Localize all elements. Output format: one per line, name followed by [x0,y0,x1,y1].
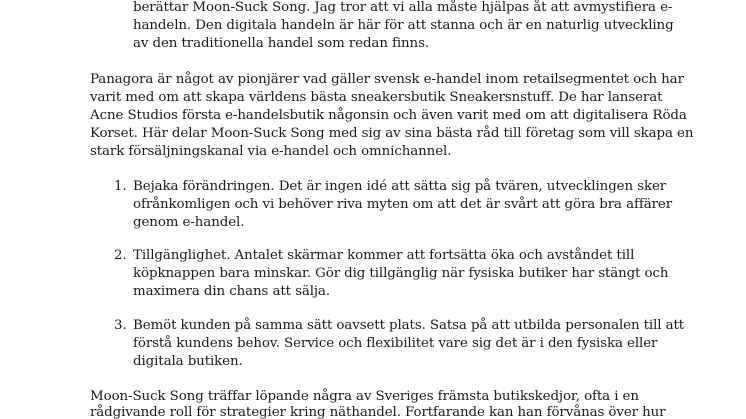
intro-line: varit med om att skapa världens bästa sneakersbutik Sneakersnstuff. De har lanserat [90,90,663,105]
list-number: 2. [114,248,127,263]
intro-line: Panagora är något av pionjärer vad gäller svensk e-handel inom retailsegmentet och har [90,72,684,87]
list-item-line: maximera din chans att sälja. [133,284,331,299]
list-item-line: Bejaka förändringen. Det är ingen idé att sätta sig på tvären, utvecklingen sker [133,179,667,194]
list-item-line: Bemöt kunden på samma sätt oavsett plats. Satsa på att utbilda personalen till att [133,318,685,333]
list-item-line: förstå kundens behov. Service och flexibilitet vare sig det är i den fysiska eller [133,336,658,351]
list-item-line: ofrånkomligen och vi behöver riva myten om att det är svårt att göra bra affärer [133,197,673,212]
closing-line: Moon-Suck Song träffar löpande några av Sveriges främsta butikskedjor, ofta i en [90,389,639,404]
quote-line: handeln. Den digitala handeln är här för att stanna och är en naturlig utveckling [133,18,674,33]
intro-line: Korset. Här delar Moon-Suck Song med sig av sina bästa råd till företag som vill skapa en [90,126,694,141]
closing-line: rådgivande roll för strategier kring näthandel. Fortfarande kan han förvånas över hur [90,405,666,419]
list-item-line: digitala butiken. [133,354,243,369]
list-number: 3. [114,318,127,333]
quote-line: berättar Moon-Suck Song. Jag tror att vi alla måste hjälpas åt att avmystifiera e- [133,0,673,15]
list-item-line: Tillgänglighet. Antalet skärmar kommer att fortsätta öka och avståndet till [133,248,635,263]
intro-line: stark försäljningskanal via e-handel och omnichannel. [90,144,452,159]
intro-line: Acne Studios första e-handelsbutik någonsin och även varit med om att digitalisera Röda [90,108,687,123]
quote-line: av den traditionella handel som redan finns. [133,36,430,51]
list-number: 1. [114,179,127,194]
list-item-line: genom e-handel. [133,215,245,230]
list-item-line: köpknappen bara minskar. Gör dig tillgänglig när fysiska butiker har stängt och [133,266,669,281]
